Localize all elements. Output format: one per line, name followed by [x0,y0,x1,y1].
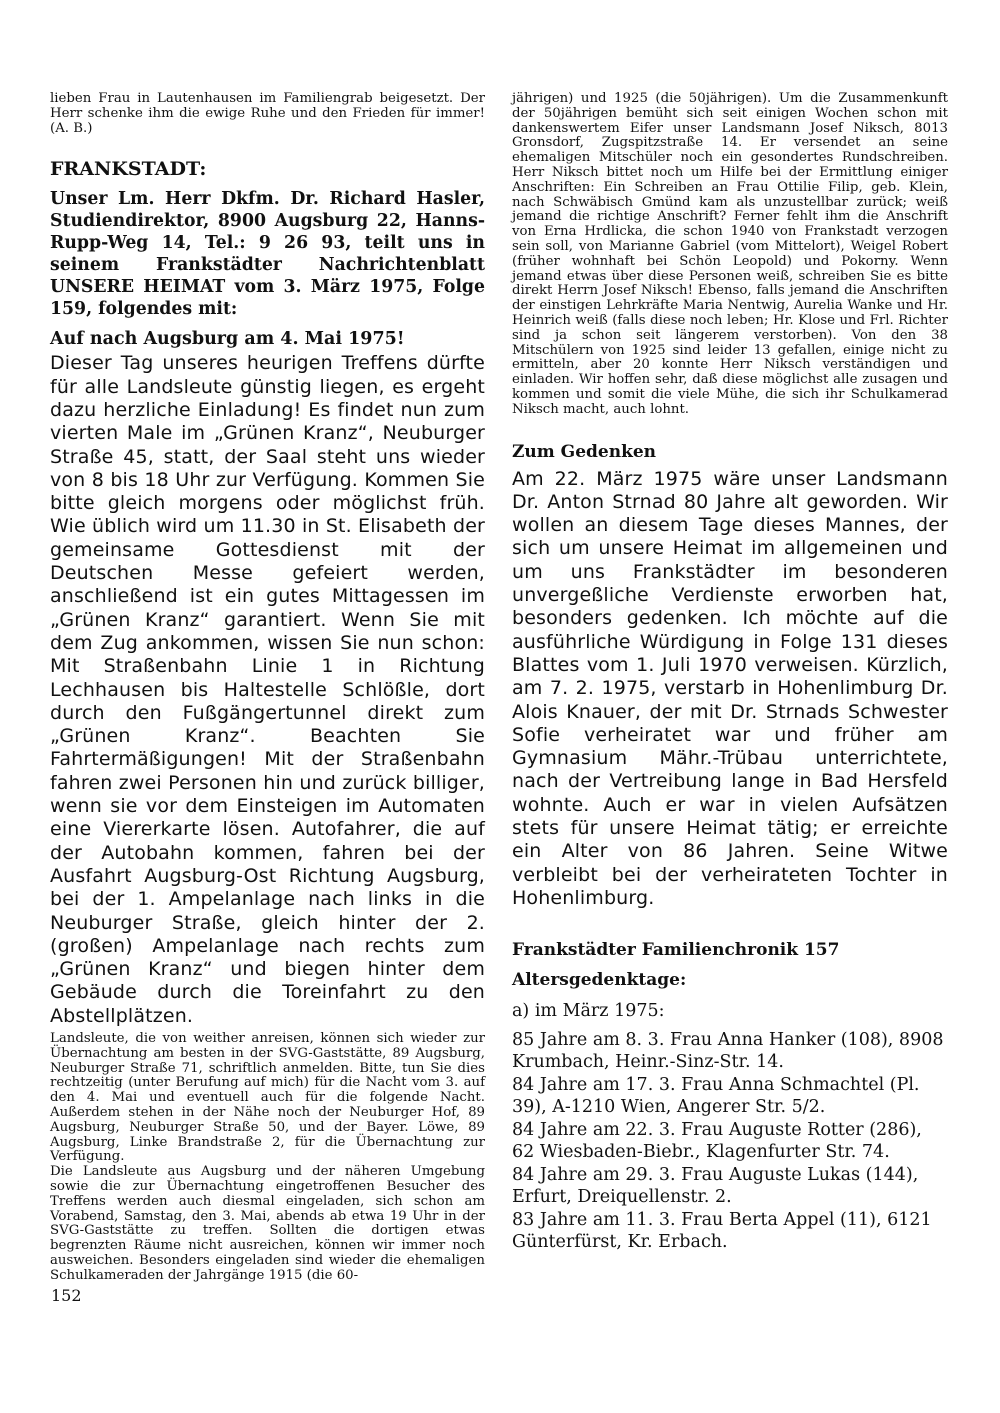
continued-paragraph: jährigen) und 1925 (die 50jährigen). Um die Zusammenkunft der 50jährigen bemüht sich seit einigen Wochen schon mit dankenswertem Eifer unser Landsmann Josef Niksch, 8013 Gronsdorf, Zugspitzstraße 14. Er versendet an seine ehemaligen Mitschüler noch ein gesondertes Rundschreiben. Herr Niksch bittet noch um Hilfe bei der Ermittlung einiger Anschriften: Ein Schreiben an Frau Ottilie Filip, geb. Klein, nach Schwäbisch Gmünd kam als unzustellbar zurück; weiß jemand die richtige Anschrift? Ferner fehlt ihm die Anschrift von Erna Hrdlicka, die schon 1940 von Frankstadt verzogen sein soll, von Marianne Gabriel (vom Mittelort), Weigel Robert (früher wohnhaft bei Schön Leopold) und Pokorny. Wenn jemand etwas über diese Personen weiß, schreiben Sie es bitte direkt Herrn Josef Niksch! Ebenso, falls jemand die Anschriften der einstigen Lehrkräfte Maria Nentwig, Aurelia Wanke und Hr. Heinrich weiß (falls diese noch leben; Hr. Klose und Frl. Richter sind ja schon seit längerem verstorben). Von den 38 Mitschülern von 1925 sind leider 13 gefallen, einige nicht zu ermitteln, aber 20 konnte Herr Niksch verständigen und einladen. Wir hoffen sehr, daß diese möglichst alle zusagen und kommen und somit die viele Mühe, die sich ihr Schulkamerad Niksch macht, auch lohnt. [512,91,948,417]
right-column [512,92,948,1254]
chronik-heading: Frankstädter Familienchronik 157 [512,940,840,961]
intro-paragraph: lieben Frau in Lautenhausen im Familiengrab beigesetzt. Der Herr schenke ihm die ewige Ruhe und den Frieden für immer! (A. B.) [50,91,485,136]
month-label: a) im März 1975: [512,1001,665,1022]
small-paragraph-2: Die Landsleute aus Augsburg und der näheren Umgebung sowie die zur Übernachtung eingetroffenen Besucher des Treffens werden auch diesmal eingeladen, sich schon am Vorabend, Samstag, den 3. Mai, abends ab etwa 19 Uhr in der SVG-Gaststätte zu treffen. Sollten die dortigen etwas begrenzten Räume nicht ausreichen, können wir immer noch ausweichen. Besonders eingeladen sind wieder die ehemaligen Schulkameraden der Jahrgänge 1915 (die 60- [50,1164,485,1283]
gedenken-heading: Zum Gedenken [512,441,657,462]
chronik-entry: 85 Jahre am 8. 3. Frau Anna Hanker (108), 8908 Krumbach, Heinr.-Sinz-Str. 14. [512,1029,944,1073]
chronik-entry: 84 Jahre am 22. 3. Frau Auguste Rotter (286), 62 Wiesbaden-Biebr., Klagenfurter Str. 74. [512,1119,922,1163]
alters-heading: Altersgedenktage: [512,970,687,991]
lead-paragraph: Unser Lm. Herr Dkfm. Dr. Richard Hasler, Studiendirektor, 8900 Augsburg 22, Hanns-Rupp-Weg 14, Tel.: 9 26 93, teilt uns in seinem Frankstädter Nachrichtenblatt UNSERE HEIMAT vom 3. März 1975, Folge 159, folgendes mit: [50,189,485,320]
chronik-entry: 83 Jahre am 11. 3. Frau Berta Appel (11), 6121 Günterfürst, Kr. Erbach. [512,1209,932,1253]
left-column [50,92,485,1284]
subheading: Auf nach Augsburg am 4. Mai 1975! [50,329,405,350]
main-text: Dieser Tag unseres heurigen Treffens dürfte für alle Landsleute günstig liegen, es ergeht dazu herzliche Einladung! Es findet nun zum vierten Male im „Grünen Kranz“, Neuburger Straße 45, statt, der Saal steht uns wieder von 8 bis 18 Uhr zur Verfügung. Kommen Sie bitte gleich morgens oder möglichst früh. Wie üblich wird um 11.30 in St. Elisabeth der gemeinsame Gottesdienst mit der Deutschen Messe gefeiert werden, anschließend ist ein gutes Mittagessen im „Grünen Kranz“ garantiert. Wenn Sie mit dem Zug ankommen, wissen Sie nun schon: Mit Straßenbahn Linie 1 in Richtung Lechhausen bis Haltestelle Schlößle, dort durch den Fußgängertunnel direkt zum „Grünen Kranz“. Beachten Sie Fahrtermäßigungen! Mit der Straßenbahn fahren zwei Personen hin und zurück billiger, wenn sie vor dem Einsteigen im Automaten eine Viererkarte lösen. Autofahrer, die auf der Autobahn kommen, fahren bei der Ausfahrt Augsburg-Ost Richtung Augsburg, bei der 1. Ampelanlage nach links in die Neuburger Straße, gleich hinter der 2. (großen) Ampelanlage nach rechts zum „Grünen Kranz“ und biegen hinter dem Gebäude durch die Toreinfahrt zu den Abstellplätzen. [50,352,485,1027]
small-paragraph-1: Landsleute, die von weither anreisen, können sich wieder zur Übernachtung am besten in der SVG-Gaststätte, 89 Augsburg, Neuburger Straße 71, schriftlich anmelden. Bitte, tun Sie dies rechtzeitig (unter Berufung auf mich) für die Nacht vom 3. auf den 4. Mai und eventuell auch für die folgende Nacht. Außerdem stehen in der Nähe noch der Neuburger Hof, 89 Augsburg, Neuburger Straße 50, und der Bayer. Löwe, 89 Augsburg, Linke Brandstraße 2, für die Übernachtung zur Verfügung. [50,1031,485,1165]
section-heading: FRANKSTADT: [50,158,207,181]
chronik-entry: 84 Jahre am 17. 3. Frau Anna Schmachtel (Pl. 39), A-1210 Wien, Angerer Str. 5/2. [512,1074,920,1118]
chronik-entry: 84 Jahre am 29. 3. Frau Auguste Lukas (144), Erfurt, Dreiquellenstr. 2. [512,1164,919,1208]
page-number: 152 [51,1286,82,1305]
gedenken-text: Am 22. März 1975 wäre unser Landsmann Dr. Anton Strnad 80 Jahre alt geworden. Wir wollen an diesem Tage dieses Mannes, der sich um unsere Heimat im allgemeinen und um uns Frankstädter im besonderen unvergeßliche Verdienste erworben hat, besonders gedenken. Ich möchte auf die ausführliche Würdigung in Folge 131 dieses Blattes vom 1. Juli 1970 verweisen. Kürzlich, am 7. 2. 1975, verstarb in Hohenlimburg Dr. Alois Knauer, der mit Dr. Strnads Schwester Sofie verheiratet war und früher am Gymnasium Mähr.-Trübau unterrichtete, nach der Vertreibung lange in Bad Hersfeld wohnte. Auch er war in vielen Aufsätzen stets für unsere Heimat tätig; er erreichte ein Alter von 86 Jahren. Seine Witwe verbleibt bei der verheirateten Tochter in Hohenlimburg. [512,467,948,909]
